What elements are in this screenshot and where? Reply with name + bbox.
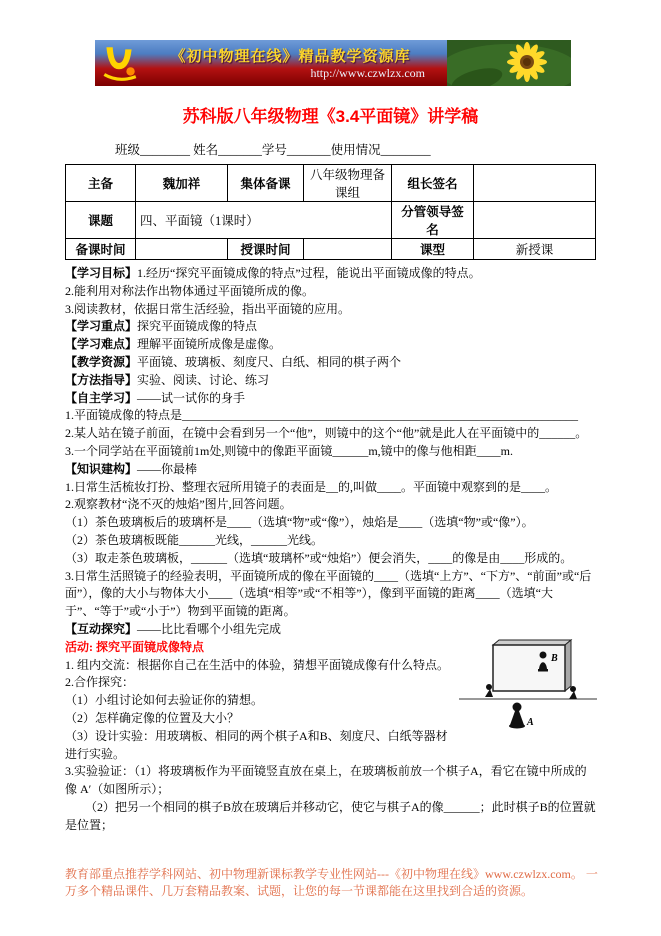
line-text: （1）小组讨论如何去验证你的猜想。 (65, 693, 264, 708)
table-cell-kexing-value: 新授课 (474, 239, 596, 260)
doc-line (65, 265, 597, 283)
site-banner (95, 40, 571, 86)
table-row (66, 165, 596, 202)
line-text: 2.观察教材“浇不灭的烛焰”图片,回答问题。 (65, 497, 292, 512)
doc-line (65, 390, 597, 408)
document-body (65, 265, 597, 835)
table-cell-group: 八年级物理备课组 (304, 165, 392, 202)
physics-online-logo-icon (98, 42, 140, 84)
line-text: （2）把另一个相同的棋子B放在玻璃后并移动它，使它与棋子A的像______；此时棋子B的位置就是位置； (65, 799, 596, 832)
table-cell-keti-value: 四、平面镜（1课时） (136, 202, 392, 239)
line-text: 2.某人站在镜子前面，在镜中会看到另一个“他”，则镜中的这个“他”就是此人在平面镜中的______。 (65, 426, 588, 441)
table-row (66, 239, 596, 260)
experiment-figure (459, 639, 597, 733)
line-text: （2）茶色玻璃板既能______光线，______光线。 (65, 532, 324, 547)
line-text: 1.经历“探究平面镜成像的特点”过程，能说出平面镜成像的特点。 (137, 266, 481, 280)
line-text: 2.能利用对称法作出物体通过平面镜所成的像。 (65, 283, 315, 298)
table-cell-shouke-time-value (304, 239, 392, 260)
section-label: 【知识建构】 (65, 461, 138, 476)
doc-line (65, 301, 597, 319)
line-text: 1. 组内交流：根据你自己在生活中的体验，猜想平面镜成像有什么特点。 (65, 657, 450, 672)
page-title: 苏科版八年级物理《3.4平面镜》讲学稿 (182, 107, 479, 126)
table-cell-leader-sign-value (474, 165, 596, 202)
table-cell-fenguan-value (474, 202, 596, 239)
line-text: 1.平面镜成像的特点是__________________________________________________________________ (65, 408, 579, 423)
section-label: 【学习重点】 (65, 319, 138, 334)
doc-line (65, 621, 597, 639)
line-text: 3.实验验证：（1）将玻璃板作为平面镜竖直放在桌上，在玻璃板前放一个棋子A，看它在镜中所成的像 A′（如图所示）； (65, 764, 587, 797)
line-text: 1.日常生活梳妆打扮、整理衣冠所用镜子的表面是__的,叫做____。平面镜中观察到的是____。 (65, 479, 558, 494)
doc-line (65, 799, 597, 835)
banner-texts (140, 45, 447, 81)
line-text: （2）怎样确定像的位置及大小？ (65, 710, 240, 725)
doc-line (65, 372, 597, 390)
banner-site-title: 《初中物理在线》精品教学资源库 (170, 48, 411, 65)
doc-line (65, 425, 597, 443)
doc-line (65, 496, 597, 514)
figure-label-a: A (527, 716, 534, 728)
table-cell-beike-time-label: 备课时间 (66, 239, 136, 260)
table-cell-keti-label: 课题 (66, 202, 136, 239)
doc-line (65, 763, 597, 799)
line-text: 2.合作探究： (65, 675, 135, 690)
table-cell-leader-sign-label: 组长签名 (392, 165, 474, 202)
doc-line (65, 283, 597, 301)
doc-line (65, 336, 597, 354)
doc-line (65, 479, 597, 497)
doc-line (65, 461, 597, 479)
line-text: （1）茶色玻璃板后的玻璃杯是____（选填“物”或“像”），烛焰是____（选填“物”或“像”）。 (65, 515, 534, 530)
doc-line (65, 514, 597, 532)
student-info-line: 班级________ 姓名_______学号_______使用情况________ (115, 143, 431, 157)
line-text: ——你最棒 (137, 461, 198, 476)
line-text: 3.日常生活照镜子的经验表明，平面镜所成的像在平面镜的____（选填“上方”、“下方”、“前面”或“后面”），像的大小与物体大小____（选填“相等”或“不相等”），像到平面镜的距离____（选填“大于”、“等于”或“小于”）物到平面镜的距离。 (65, 568, 592, 619)
line-text: 3.一个同学站在平面镜前1m处,则镜中的像距平面镜______m,镜中的像与他相距____m. (65, 443, 514, 458)
line-text: ——比比看哪个小组先完成 (137, 621, 282, 636)
table-cell-shouke-time-label: 授课时间 (228, 239, 304, 260)
section-label: 【互动探究】 (65, 621, 138, 636)
table-cell-beike-time-value (136, 239, 228, 260)
figure-label-b: B (551, 652, 558, 664)
banner-site-url[interactable]: http://www.czwlzx.com (310, 66, 425, 80)
lesson-info-table (65, 164, 596, 260)
section-label: 【教学资源】 (65, 354, 138, 369)
table-row (66, 202, 596, 239)
section-label: 【学习目标】 (65, 266, 138, 280)
line-text: 活动: 探究平面镜成像特点 (65, 639, 204, 654)
banner-left-panel (95, 40, 447, 86)
doc-line (65, 354, 597, 372)
table-cell-zhubei: 主备 (66, 165, 136, 202)
plane-mirror-diagram (459, 639, 597, 733)
line-text: ——试一试你的身手 (137, 390, 246, 405)
sunflower-image (447, 40, 571, 86)
line-text: 实验、阅读、讨论、练习 (137, 372, 270, 387)
table-cell-jiti: 集体备课 (228, 165, 304, 202)
table-cell-author: 魏加祥 (136, 165, 228, 202)
doc-line (65, 407, 597, 425)
footer-promo: 教育部重点推荐学科网站、初中物理新课标教学专业性网站---《初中物理在线》www.czwlzx.com。 一万多个精品课件、几万套精品教案、试题，让您的每一节课都能在这里找到合适的资源。 (65, 867, 598, 898)
line-text: 3.阅读教材，依据日常生活经验，指出平面镜的应用。 (65, 301, 351, 316)
table-cell-kexing-label: 课型 (392, 239, 474, 260)
section-label: 【学习难点】 (65, 337, 138, 352)
line-text: 平面镜、玻璃板、刻度尺、白纸、相同的棋子两个 (137, 354, 402, 369)
section-label: 【自主学习】 (65, 390, 138, 405)
doc-line (65, 532, 597, 550)
doc-line (65, 728, 597, 764)
doc-line (65, 443, 597, 461)
line-text: 探究平面镜成像的特点 (137, 319, 258, 334)
line-text: （3）设计实验：用玻璃板、相同的两个棋子A和B、刻度尺、白纸等器材进行实验。 (65, 728, 448, 761)
line-text: 理解平面镜所成像是虚像。 (137, 337, 282, 352)
line-text: （3）取走茶色玻璃板，______（选填“玻璃杯”或“烛焰”）便会消失，____的像是由____形成的。 (65, 550, 573, 565)
doc-line (65, 318, 597, 336)
section-label: 【方法指导】 (65, 372, 138, 387)
table-cell-fenguan-label: 分管领导签名 (392, 202, 474, 239)
doc-line (65, 550, 597, 568)
doc-line (65, 568, 597, 621)
